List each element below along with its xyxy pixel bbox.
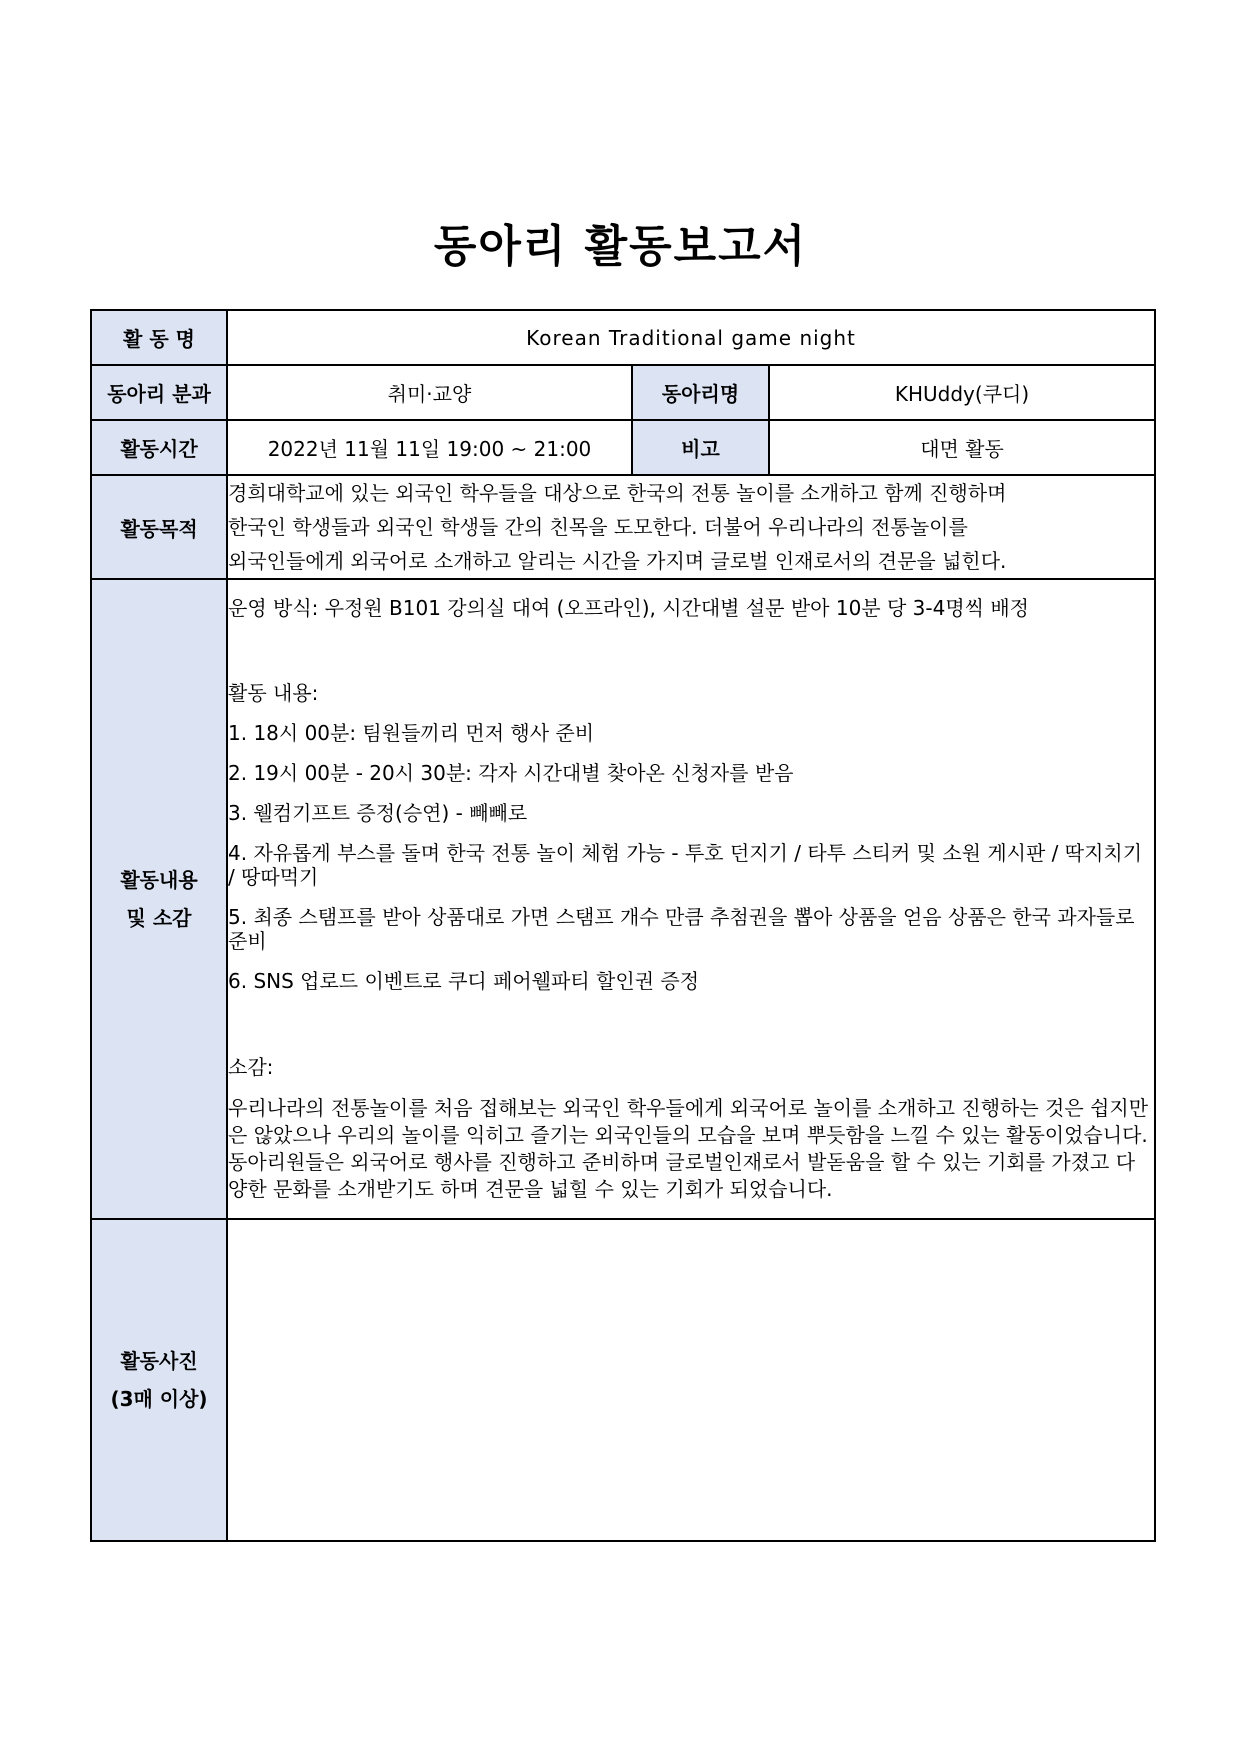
activity-item: 5. 최종 스탬프를 받아 상품대로 가면 스탬프 개수 만큼 추첨권을 뽑아 상품을 얻음 상품은 한국 과자들로 준비 bbox=[228, 905, 1135, 953]
note-label: 비고 bbox=[632, 420, 769, 475]
activity-report-table bbox=[90, 309, 1156, 1542]
purpose-line: 한국인 학생들과 외국인 학생들 간의 친목을 도모한다. 더불어 우리나라의 전통놀이를 bbox=[228, 515, 968, 539]
row-time bbox=[91, 420, 1155, 475]
content-text bbox=[227, 579, 1155, 1219]
photos-label bbox=[91, 1219, 227, 1541]
activity-name-value: Korean Traditional game night bbox=[227, 310, 1155, 365]
reflection-heading: 소감: bbox=[228, 1055, 274, 1079]
content-label-line2: 및 소감 bbox=[126, 906, 192, 930]
activity-heading: 활동 내용: bbox=[228, 681, 319, 705]
document-title: 동아리 활동보고서 bbox=[433, 221, 808, 272]
purpose-text bbox=[227, 475, 1155, 579]
row-content bbox=[91, 579, 1155, 1219]
club-name-label: 동아리명 bbox=[632, 365, 769, 420]
photos-label-line1: 활동사진 bbox=[120, 1349, 198, 1373]
row-photos bbox=[91, 1219, 1155, 1541]
content-label-line1: 활동내용 bbox=[120, 868, 198, 892]
note-value: 대면 활동 bbox=[769, 420, 1155, 475]
activity-item: 6. SNS 업로드 이벤트로 쿠디 페어웰파티 할인권 증정 bbox=[228, 969, 700, 993]
operation-method: 운영 방식: 우정원 B101 강의실 대여 (오프라인), 시간대별 설문 받아 10분 당 3-4명씩 배정 bbox=[228, 596, 1029, 620]
row-category bbox=[91, 365, 1155, 420]
purpose-line: 경희대학교에 있는 외국인 학우들을 대상으로 한국의 전통 놀이를 소개하고 함께 진행하며 bbox=[228, 481, 1007, 505]
activity-item: 1. 18시 00분: 팀원들끼리 먼저 행사 준비 bbox=[228, 721, 595, 745]
content-label bbox=[91, 579, 227, 1219]
time-value: 2022년 11월 11일 19:00 ~ 21:00 bbox=[227, 420, 632, 475]
reflection-text: 우리나라의 전통놀이를 처음 접해보는 외국인 학우들에게 외국어로 놀이를 소개하고 진행하는 것은 쉽지만은 않았으나 우리의 놀이를 익히고 즐기는 외국인들의 모습을 보며 뿌듯함을 느낄 수 있는 활동이었습니다. 동아리원들은 외국어로 행사를 진행하고 준비하며 글로벌인재로서 발돋움을 할 수 있는 기회를 가졌고 다양한 문화를 소개받기도 하며 견문을 넓힐 수 있는 기회가 되었습니다. bbox=[228, 1096, 1149, 1201]
category-label: 동아리 분과 bbox=[91, 365, 227, 420]
club-name-value: KHUddy(쿠디) bbox=[769, 365, 1155, 420]
purpose-label: 활동목적 bbox=[91, 475, 227, 579]
activity-name-label: 활 동 명 bbox=[91, 310, 227, 365]
photos-area bbox=[227, 1219, 1155, 1541]
time-label: 활동시간 bbox=[91, 420, 227, 475]
category-value: 취미·교양 bbox=[227, 365, 632, 420]
row-purpose bbox=[91, 475, 1155, 579]
row-activity-name bbox=[91, 310, 1155, 365]
activity-item: 3. 웰컴기프트 증정(승연) - 빼빼로 bbox=[228, 801, 528, 825]
photos-label-line2: (3매 이상) bbox=[110, 1387, 208, 1411]
activity-item: 2. 19시 00분 - 20시 30분: 각자 시간대별 찾아온 신청자를 받음 bbox=[228, 761, 794, 785]
purpose-line: 외국인들에게 외국어로 소개하고 알리는 시간을 가지며 글로벌 인재로서의 견문을 넓힌다. bbox=[228, 549, 1007, 573]
activity-item: 4. 자유롭게 부스를 돌며 한국 전통 놀이 체험 가능 - 투호 던지기 / 타투 스티커 및 소원 게시판 / 딱지치기 / 땅따먹기 bbox=[228, 841, 1143, 889]
